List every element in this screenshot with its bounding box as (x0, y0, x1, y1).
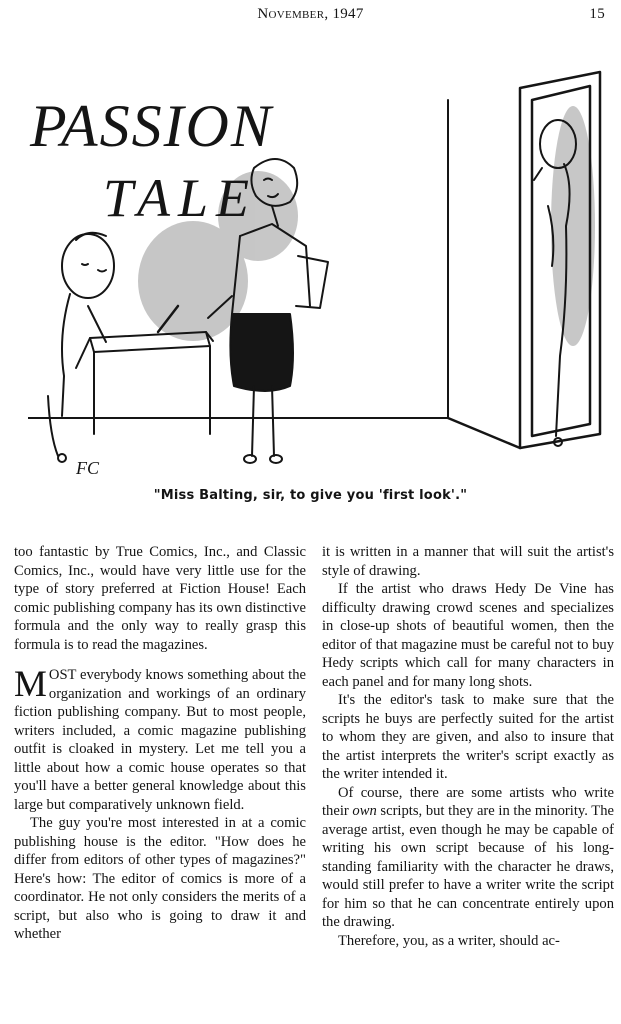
cartoon-caption: "Miss Balting, sir, to give you 'first look'." (153, 488, 468, 503)
right-paragraph-2: If the artist who draws Hedy De Vine has difficulty drawing crowd scenes and specializes in close-up shots of beautiful women, then the editor of that magazine must be careful not to buy Hedy scripts which call for many characters in each panel and for many long shots. (322, 581, 614, 690)
page-number: 15 (589, 6, 605, 22)
left-paragraph-2 (14, 666, 306, 814)
drawn-title-line1: PASSION (30, 93, 273, 159)
right-paragraph-1: it is written in a manner that will suit the artist's style of drawing. (322, 544, 614, 579)
left-paragraph-1: too fantastic by True Comics, Inc., and Classic Comics, Inc., would have very little use for the type of story preferred at Fiction House! Each comic publishing company has its own distinctive formula and the only way to really grasp this formula is to read the magazines. (14, 544, 306, 653)
right-paragraph-4-b: scripts, but they are in the minority. The average artist, even though he may be capable of writing his own script because of his long-standing familiarity with the character he draws, would still prefer to have a writer write the script for him so that he can concentrate entirely upon the drawing. (322, 803, 614, 930)
right-column (322, 543, 614, 950)
right-paragraph-4 (322, 784, 614, 932)
running-header (0, 6, 621, 28)
left-column (14, 543, 306, 944)
seated-editor (48, 233, 114, 462)
right-paragraph-5: Therefore, you, as a writer, should ac- (338, 932, 560, 949)
right-paragraph-4-emphasis: own (352, 803, 377, 819)
drawn-title-line2: TALE (103, 168, 258, 228)
cartoon-illustration (28, 56, 618, 486)
issue-date: November, 1947 (257, 6, 364, 22)
left-paragraph-2-text: OST everybody knows something about the organization and workings of an ordinary fiction publishing company. But to most people, writers included, a comic magazine publishing outfit is cloaked in mystery. Let me tell you a little about how a comic house operates so that you'll have a better general knowledge about this large but comparatively unknown field. (14, 667, 306, 813)
artist-signature: FC (76, 458, 100, 478)
drop-cap: M (14, 664, 47, 705)
right-paragraph-4-a: Of course, there are some artists who write their (322, 784, 614, 819)
left-paragraph-3: The guy you're most interested in at a comic publishing house is the editor. "How does he differ from editors of other types of magazines?" Here's how: The editor of comics is more of a coordinator. He not only considers the merits of a script, but also who is going to draw it and whether (14, 815, 306, 942)
drawn-title (29, 93, 274, 228)
right-paragraph-3: It's the editor's task to make sure that the scripts he buys are perfectly suited for the artist to whom they are given, and also to insure that the artist interprets the writer's script exactly as the writer intended it. (322, 692, 614, 782)
